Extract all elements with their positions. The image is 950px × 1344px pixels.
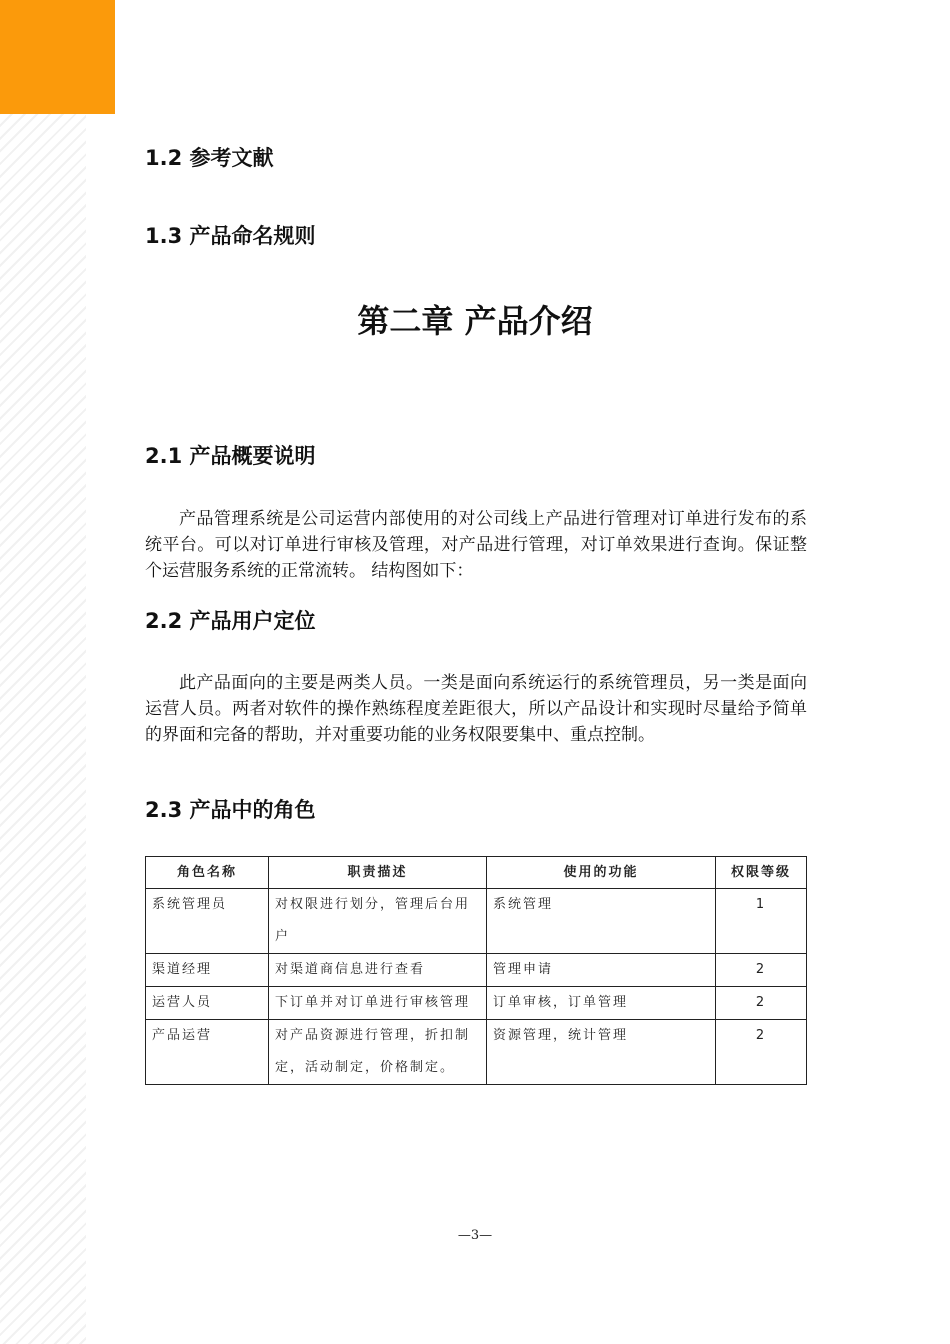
cell-level: 2 [716, 987, 807, 1020]
heading-2-3: 2.3 产品中的角色 [145, 798, 316, 822]
table-row [146, 954, 807, 987]
header-permission-level: 权限等级 [716, 857, 807, 889]
cell-role: 系统管理员 [146, 889, 269, 954]
heading-1-2: 1.2 参考文献 [145, 146, 274, 170]
cell-role: 运营人员 [146, 987, 269, 1020]
header-role-name: 角色名称 [146, 857, 269, 889]
table-row [146, 889, 807, 954]
cell-desc: 对产品资源进行管理，折扣制定，活动制定，价格制定。 [269, 1020, 487, 1085]
table-row [146, 1020, 807, 1085]
heading-1-3: 1.3 产品命名规则 [145, 224, 316, 248]
heading-2-2: 2.2 产品用户定位 [145, 609, 316, 633]
cell-desc: 下订单并对订单进行审核管理 [269, 987, 487, 1020]
cell-level: 1 [716, 889, 807, 954]
overview-paragraph: 产品管理系统是公司运营内部使用的对公司线上产品进行管理对订单进行发布的系统平台。可以对订单进行审核及管理，对产品进行管理，对订单效果进行查询。保证整个运营服务系统的正常流转。 结构图如下： [145, 509, 807, 581]
table-row [146, 987, 807, 1020]
header-functions-used: 使用的功能 [487, 857, 716, 889]
roles-table [145, 856, 807, 1085]
orange-corner-block [0, 0, 115, 114]
decorative-stripe-band [0, 0, 86, 1344]
heading-2-1: 2.1 产品概要说明 [145, 444, 316, 468]
cell-func: 资源管理，统计管理 [487, 1020, 716, 1085]
page-number: —3— [457, 1228, 493, 1243]
header-duty-description: 职责描述 [269, 857, 487, 889]
cell-role: 渠道经理 [146, 954, 269, 987]
cell-func: 订单审核，订单管理 [487, 987, 716, 1020]
cell-desc: 对权限进行划分，管理后台用户 [269, 889, 487, 954]
cell-role: 产品运营 [146, 1020, 269, 1085]
cell-level: 2 [716, 954, 807, 987]
positioning-paragraph: 此产品面向的主要是两类人员。一类是面向系统运行的系统管理员，另一类是面向运营人员。两者对软件的操作熟练程度差距很大，所以产品设计和实现时尽量给予简单的界面和完备的帮助，并对重要功能的业务权限要集中、重点控制。 [145, 673, 807, 745]
cell-func: 系统管理 [487, 889, 716, 954]
table-header-row [146, 857, 807, 889]
cell-level: 2 [716, 1020, 807, 1085]
chapter-title: 第二章 产品介绍 [357, 302, 593, 340]
cell-desc: 对渠道商信息进行查看 [269, 954, 487, 987]
cell-func: 管理申请 [487, 954, 716, 987]
